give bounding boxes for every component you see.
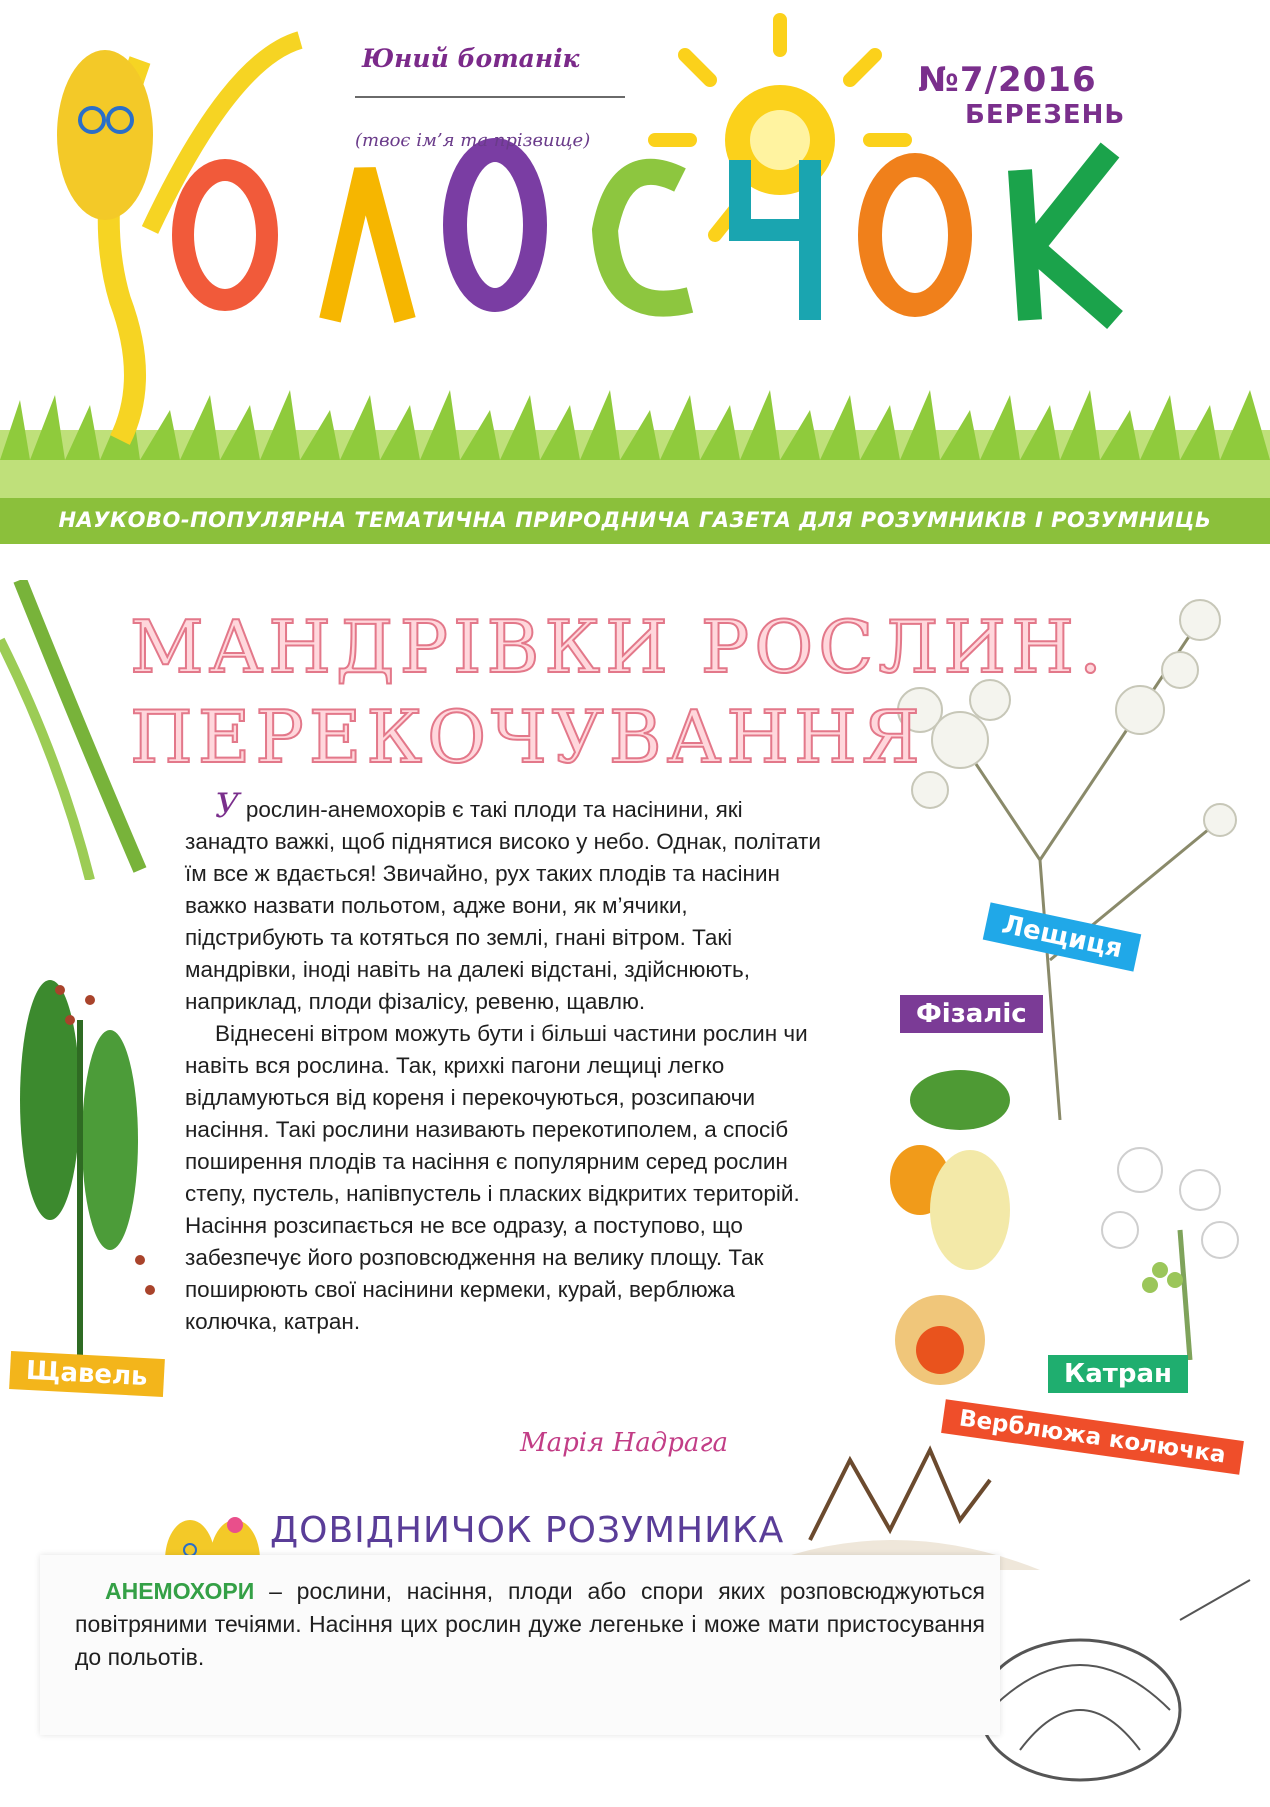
- physalis-plant-icon: [850, 1040, 1050, 1400]
- label-leshchytsia: Лещиця: [983, 902, 1142, 971]
- section-title: Юний ботанік: [362, 44, 580, 73]
- label-katran: Катран: [1048, 1355, 1188, 1393]
- katran-plant-icon: [1060, 1130, 1260, 1360]
- label-shchavel: Щавель: [9, 1351, 164, 1397]
- banner-text: НАУКОВО-ПОПУЛЯРНА ТЕМАТИЧНА ПРИРОДНИЧА ГАЗЕТА ДЛЯ РОЗУМНИКІВ І РОЗУМНИЦЬ: [58, 508, 1212, 532]
- reference-definition: – рослини, насіння, плоди або спори яких розповсюджуються повітряними течіями. Насіння цих рослин дуже легеньке і може мати пристосування до польотів.: [75, 1578, 985, 1670]
- label-fizalis: Фізаліс: [900, 995, 1043, 1033]
- name-line: [355, 96, 625, 98]
- article-paragraph-2: Віднесені вітром можуть бути і більші частини рослин чи навіть вся рослина. Так, крихкі пагони лещиці легко відламуються від кореня і перекочуються, розсипаючи насіння. Такі рослини називають перекотиполем, а спосіб поширення плодів та насіння є популярним серед рослин степу, пустель, напівпустель і пласких відкритих територій. Насіння розсипається не все одразу, а поступово, що забезпечує його розповсюдження на велику площу. Так поширюють свої насінини кермеки, курай, верблюжа колючка, катран.: [185, 1021, 808, 1334]
- article-body: [185, 786, 825, 1338]
- sorrel-plant-icon: [0, 960, 170, 1380]
- drop-cap: У: [215, 786, 240, 826]
- reference-text: [75, 1575, 985, 1674]
- grass-decoration: [0, 390, 1270, 505]
- name-hint: (твоє ім’я та прізвище): [355, 130, 591, 151]
- article-paragraph-1: [185, 786, 825, 1018]
- article-title-line-2: ПЕРЕКОЧУВАННЯ: [130, 695, 925, 779]
- wheat-character-icon: [57, 50, 153, 220]
- label-verbliuzha: Верблюжа колючка: [941, 1399, 1244, 1475]
- logo-letters: [57, 40, 1115, 440]
- reference-term: АНЕМОХОРИ: [105, 1578, 255, 1604]
- tumbleweed-sketch-icon: [960, 1560, 1260, 1800]
- reference-title: ДОВІДНИЧОК РОЗУМНИКА: [270, 1510, 785, 1551]
- article-title-line-1: МАНДРІВКИ РОСЛИН.: [130, 605, 1107, 689]
- issue-number: №7/2016: [918, 60, 1097, 100]
- article-author: Марія Надрага: [520, 1428, 728, 1458]
- paragraph-1-text: рослин-анемохорів є такі плоди та насінини, які занадто важкі, щоб піднятися високо у небо. Однак, політати їм все ж вдається! Звичайно, рух таких плодів та насінин важко назвати польотом, адже вони, як м’ячики, підстрибують та котяться по землі, гнані вітром. Такі мандрівки, іноді навіть на далекі відстані, здійснюють, наприклад, плоди фізалісу, ревеню, щавлю.: [185, 797, 821, 1014]
- issue-month: БЕРЕЗЕНЬ: [965, 100, 1126, 130]
